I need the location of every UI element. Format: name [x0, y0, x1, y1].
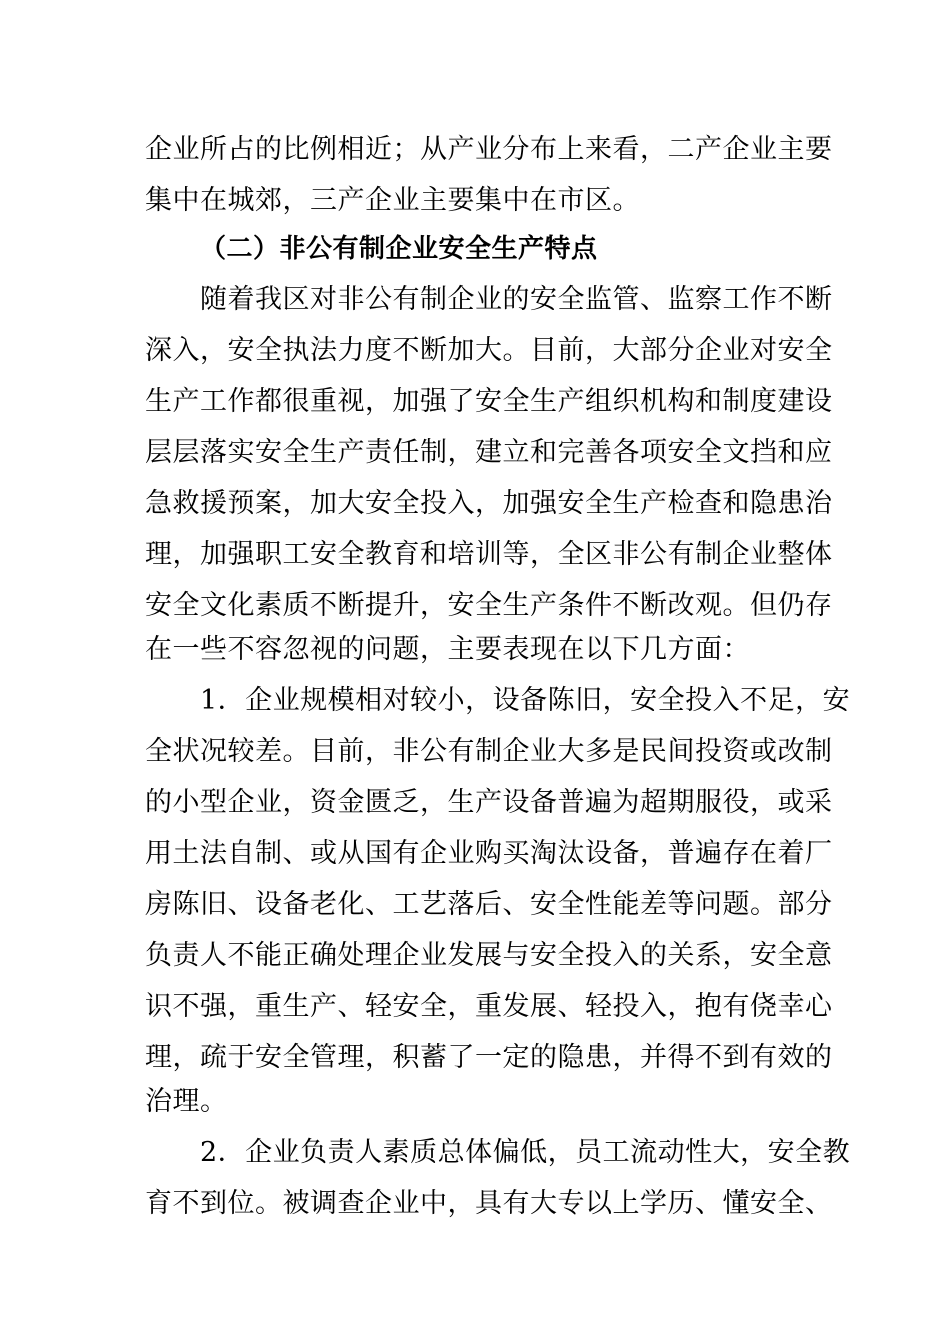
list-item-1-first-line: 1．企业规模相对较小，设备陈旧，安全投入不足，安	[200, 685, 851, 716]
text-line: 急救援预案，加大安全投入，加强安全生产检查和隐患治	[145, 488, 833, 519]
text-line: 在一些不容忽视的问题，主要表现在以下几方面：	[145, 634, 750, 665]
text-line: 集中在城郊，三产企业主要集中在市区。	[145, 185, 640, 216]
text-line: 理，加强职工安全教育和培训等，全区非公有制企业整体	[145, 539, 833, 570]
paragraph-first-line: 随着我区对非公有制企业的安全监管、监察工作不断	[200, 284, 833, 315]
text-line: 治理。	[145, 1086, 228, 1117]
text-line: 的小型企业，资金匮乏，生产设备普遍为超期服役，或采	[145, 787, 833, 818]
text-line: 企业所占的比例相近；从产业分布上来看，二产企业主要	[145, 134, 833, 165]
text-line: 育不到位。被调查企业中，具有大专以上学历、懂安全、	[145, 1188, 833, 1219]
text-line: 负责人不能正确处理企业发展与安全投入的关系，安全意	[145, 940, 833, 971]
text-line: 生产工作都很重视，加强了安全生产组织机构和制度建设	[145, 386, 833, 417]
text-line: 房陈旧、设备老化、工艺落后、安全性能差等问题。部分	[145, 889, 833, 920]
text-line: 层层落实安全生产责任制，建立和完善各项安全文挡和应	[145, 437, 833, 468]
text-line: 识不强，重生产、轻安全，重发展、轻投入，抱有侥幸心	[145, 991, 833, 1022]
text-line: 理，疏于安全管理，积蓄了一定的隐患，并得不到有效的	[145, 1042, 833, 1073]
text-line: 深入，安全执法力度不断加大。目前，大部分企业对安全	[145, 335, 833, 366]
text-line: 用土法自制、或从国有企业购买淘汰设备，普遍存在着厂	[145, 838, 833, 869]
text-line: 全状况较差。目前，非公有制企业大多是民间投资或改制	[145, 736, 833, 767]
section-heading: （二）非公有制企业安全生产特点	[200, 234, 598, 264]
text-line: 安全文化素质不断提升，安全生产条件不断改观。但仍存	[145, 590, 833, 621]
list-item-2-first-line: 2．企业负责人素质总体偏低，员工流动性大，安全教	[200, 1137, 851, 1168]
